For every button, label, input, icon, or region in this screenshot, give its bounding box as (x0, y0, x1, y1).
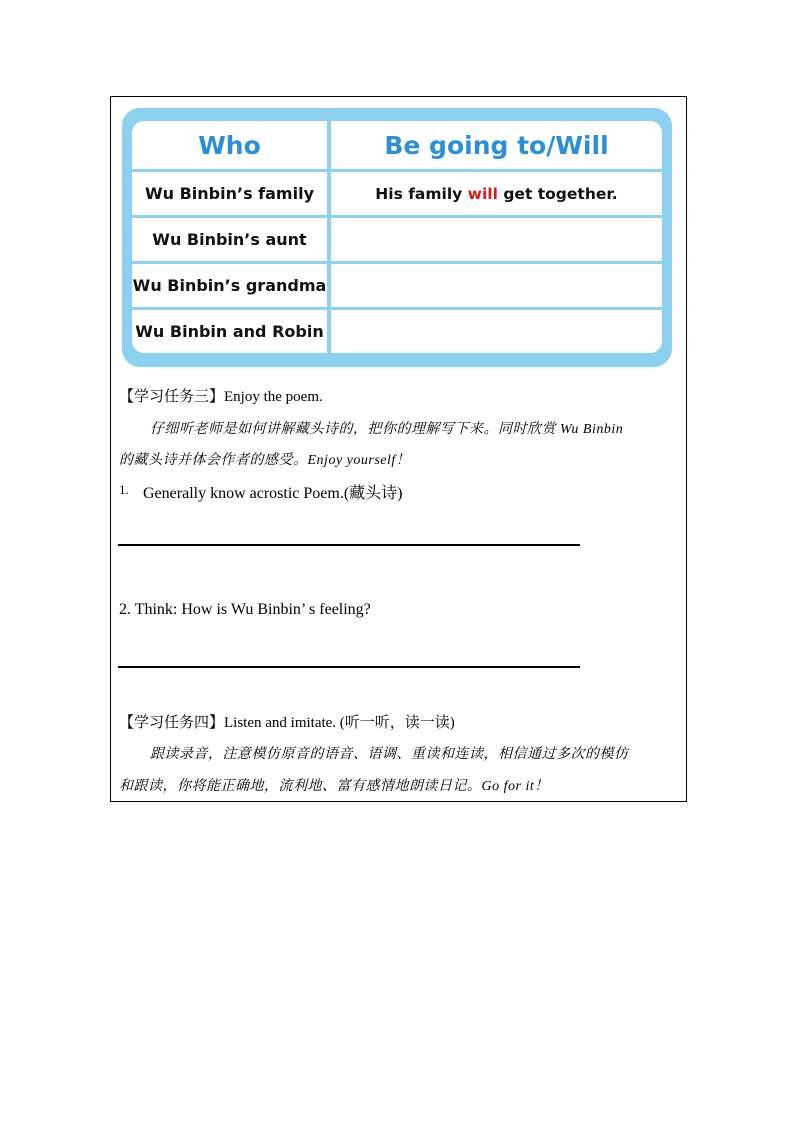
task3-title: 【学习任务三】Enjoy the poem. (119, 389, 323, 405)
answer-highlight-will: will (467, 184, 498, 203)
table-inner (132, 121, 662, 353)
header-who: Who (198, 130, 261, 160)
who-will-table (122, 108, 672, 367)
task4-instruction-line1: 跟读录音，注意模仿原音的语音、语调、重读和连读，相信通过多次的模仿 (150, 747, 629, 762)
header-be-going-to-will: Be going to/Will (384, 130, 609, 160)
row-who-family: Wu Binbin’s family (144, 184, 314, 203)
row-who-grandma: Wu Binbin’s grandma (132, 276, 327, 295)
question1-text: Generally know acrostic Poem.(藏头诗) (143, 485, 403, 502)
answer-text-after: get together. (497, 184, 618, 203)
question2-text: 2. Think: How is Wu Binbin’ s feeling? (119, 601, 371, 618)
question1-number: 1. (119, 482, 129, 497)
task4-instruction-line2: 和跟读，你将能正确地，流利地、富有感情地朗读日记。Go for it！ (119, 779, 549, 794)
task3-instruction-line1: 仔细听老师是如何讲解藏头诗的，把你的理解写下来。同时欣赏 Wu Binbin (150, 422, 624, 437)
answer-line-2[interactable] (118, 666, 580, 668)
answer-line-1[interactable] (118, 544, 580, 546)
row-who-aunt: Wu Binbin’s aunt (152, 230, 307, 249)
row-answer-binbin-robin[interactable] (331, 310, 662, 353)
row-who-binbin-robin: Wu Binbin and Robin (135, 322, 324, 341)
answer-text-before: His family (375, 184, 468, 203)
task3-instruction-line2: 的藏头诗并体会作者的感受。Enjoy yourself！ (119, 453, 411, 468)
row-answer-family (331, 172, 662, 215)
task4-title: 【学习任务四】Listen and imitate. (听一听，读一读) (119, 715, 455, 731)
row-answer-aunt[interactable] (331, 218, 662, 261)
row-answer-grandma[interactable] (331, 264, 662, 307)
